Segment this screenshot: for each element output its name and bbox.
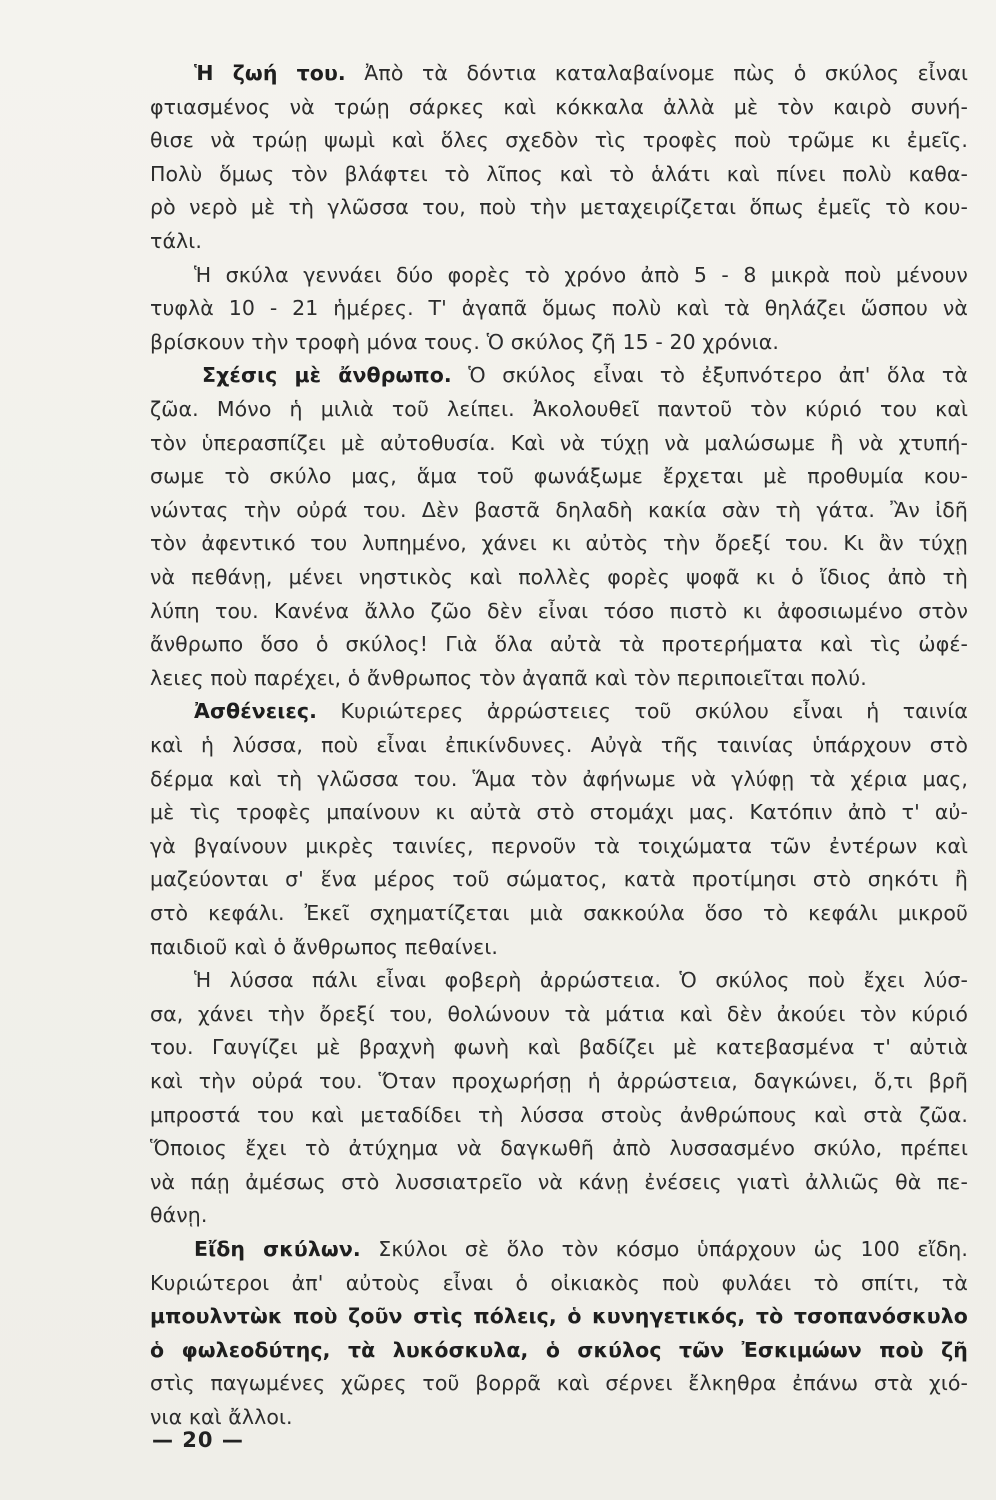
text-line: ζῶα. Μόνο ἡ μιλιὰ τοῦ λείπει. Ἀκολουθεῖ παντοῦ τὸν κύριό του καὶ	[150, 397, 968, 421]
text-line: σα, χάνει τὴν ὄρεξί του, θολώνουν τὰ μάτια καὶ δὲν ἀκούει τὸν κύριό	[150, 1001, 968, 1026]
text-line: Κυριώτεροι ἀπ' αὐτοὺς εἶναι ὁ οἰκιακὸς ποὺ φυλάει τὸ σπίτι, τὰ	[150, 1270, 968, 1295]
text-line: βρίσκουν τὴν τροφὴ μόνα τους. Ὁ σκύλος ζῆ 15 - 20 χρόνια.	[150, 329, 779, 354]
text-line: γὰ βγαίνουν μικρὲς ταινίες, περνοῦν τὰ τοιχώματα τῶν ἐντέρων καὶ	[150, 833, 968, 858]
text-line: νὰ πάῃ ἀμέσως στὸ λυσσιατρεῖο νὰ κάνῃ ἐνέσεις γιατὶ ἀλλιῶς θὰ πε-	[150, 1169, 968, 1194]
text-line: Πολὺ ὅμως τὸν βλάφτει τὸ λῖπος καὶ τὸ ἁλάτι καὶ πίνει πολὺ καθα-	[150, 161, 968, 186]
text-line: τάλι.	[150, 229, 202, 253]
text-line: Ἡ ζωή του. Ἀπὸ τὰ δόντια καταλαβαίνομε πὼς ὁ σκύλος εἶναι	[194, 61, 968, 85]
text-line: τὸν ἀφεντικό του λυπημένο, χάνει κι αὐτὸς τὴν ὄρεξί του. Κι ἂν τύχῃ	[150, 531, 968, 556]
text-line: νώντας τὴν οὐρά του. Δὲν βαστᾶ δηλαδὴ κακία σὰν τὴ γάτα. Ἂν ἰδῆ	[150, 497, 968, 522]
text-line: ἄνθρωπο ὅσο ὁ σκύλος! Γιὰ ὅλα αὐτὰ τὰ προτερήματα καὶ τὶς ὠφέ-	[150, 632, 968, 657]
text-line: μπροστά του καὶ μεταδίδει τὴ λύσσα στοὺς ἀνθρώπους καὶ στὰ ζῶα.	[150, 1102, 968, 1127]
text-line: Ἡ λύσσα πάλι εἶναι φοβερὴ ἀρρώστεια. Ὁ σκύλος ποὺ ἔχει λύσ-	[194, 968, 968, 993]
page-number: — 20 —	[152, 1428, 244, 1452]
section-heading-diseases: Ἀσθένειες.	[194, 699, 318, 724]
text-line: Εἴδη σκύλων. Σκύλοι σὲ ὅλο τὸν κόσμο ὑπάρχουν ὡς 100 εἴδη.	[194, 1237, 968, 1261]
text-line: φτιασμένος νὰ τρώῃ σάρκες καὶ κόκκαλα ἀλλὰ μὲ τὸν καιρὸ συνή-	[150, 94, 968, 119]
text-line: στὶς παγωμένες χῶρες τοῦ βορρᾶ καὶ σέρνει ἔλκηθρα ἐπάνω στὰ χιό-	[150, 1371, 968, 1396]
text-line: τὸν ὑπερασπίζει μὲ αὐτοθυσία. Καὶ νὰ τύχῃ νὰ μαλώσωμε ἢ νὰ χτυπή-	[150, 430, 968, 455]
text-line: λύπη του. Κανένα ἄλλο ζῶο δὲν εἶναι τόσο πιστὸ κι ἀφοσιωμένο στὸν	[150, 598, 968, 623]
text-line: Ὅποιος ἔχει τὸ ἀτύχημα νὰ δαγκωθῆ ἀπὸ λυσσασμένο σκύλο, πρέπει	[150, 1136, 968, 1161]
text-line: καὶ ἡ λύσσα, ποὺ εἶναι ἐπικίνδυνες. Αὐγὰ τῆς ταινίας ὑπάρχουν στὸ	[150, 733, 968, 757]
text-line: θάνῃ.	[150, 1203, 208, 1228]
text-line: δέρμα καὶ τὴ γλῶσσα του. Ἅμα τὸν ἀφήνωμε νὰ γλύφῃ τὰ χέρια μας,	[150, 766, 968, 791]
text-line: σωμε τὸ σκύλο μας, ἅμα τοῦ φωνάξωμε ἔρχεται μὲ προθυμία κου-	[150, 464, 968, 489]
text-line: παιδιοῦ καὶ ὁ ἄνθρωπος πεθαίνει.	[150, 934, 499, 959]
text-line: μὲ τὶς τροφὲς μπαίνουν κι αὐτὰ στὸ στομάχι μας. Κατόπιν ἀπὸ τ' αὐ-	[150, 800, 968, 825]
text-line: τυφλὰ 10 - 21 ἡμέρες. Τ' ἀγαπᾶ ὅμως πολὺ καὶ τὰ θηλάζει ὥσπου νὰ	[150, 296, 968, 321]
text-line: Ἡ σκύλα γεννάει δύο φορὲς τὸ χρόνο ἀπὸ 5 - 8 μικρὰ ποὺ μένουν	[194, 262, 968, 287]
text-line: Ἀσθένειες. Κυριώτερες ἀρρώστειες τοῦ σκύλου εἶναι ἡ ταινία	[194, 699, 968, 724]
text-line: στὸ κεφάλι. Ἐκεῖ σχηματίζεται μιὰ σακκούλα ὅσο τὸ κεφάλι μικροῦ	[150, 901, 968, 925]
text-line: ρὸ νερὸ μὲ τὴ γλῶσσα του, ποὺ τὴν μεταχειρίζεται ὅπως ἐμεῖς τὸ κου-	[150, 195, 968, 220]
text-line: ὁ φωλεοδύτης, τὰ λυκόσκυλα, ὁ σκύλος τῶν Ἐσκιμώων ποὺ ζῆ	[150, 1337, 968, 1362]
section-heading-relation: Σχέσις μὲ ἄνθρωπο.	[202, 363, 452, 388]
text-line: του. Γαυγίζει μὲ βραχνὴ φωνὴ καὶ βαδίζει μὲ κατεβασμένα τ' αὐτιὰ	[150, 1035, 968, 1060]
text-line: καὶ τὴν οὐρά του. Ὅταν προχωρήσῃ ἡ ἀρρώστεια, δαγκώνει, ὅ,τι βρῆ	[150, 1069, 968, 1093]
text-line: νια καὶ ἄλλοι.	[150, 1405, 293, 1429]
text-line: μπουλντὼκ ποὺ ζοῦν στὶς πόλεις, ὁ κυνηγετικός, τὸ τσοπανόσκυλο	[150, 1304, 968, 1329]
section-heading-life: Ἡ ζωή του.	[194, 61, 346, 85]
text-line: νὰ πεθάνῃ, μένει νηστικὸς καὶ πολλὲς φορὲς ψοφᾶ κι ὁ ἴδιος ἀπὸ τὴ	[150, 565, 968, 589]
text-line: Σχέσις μὲ ἄνθρωπο. Ὁ σκύλος εἶναι τὸ ἐξυπνότερο ἀπ' ὅλα τὰ	[202, 363, 968, 388]
text-line: λειες ποὺ παρέχει, ὁ ἄνθρωπος τὸν ἀγαπᾶ καὶ τὸν περιποιεῖται πολύ.	[150, 665, 867, 690]
section-heading-breeds: Εἴδη σκύλων.	[194, 1237, 361, 1261]
text-line: μαζεύονται σ' ἕνα μέρος τοῦ σώματος, κατὰ προτίμησι στὸ σηκότι ἢ	[150, 867, 968, 892]
text-line: θισε νὰ τρώῃ ψωμὶ καὶ ὅλες σχεδὸν τὶς τροφὲς ποὺ τρῶμε κι ἐμεῖς.	[150, 128, 968, 153]
